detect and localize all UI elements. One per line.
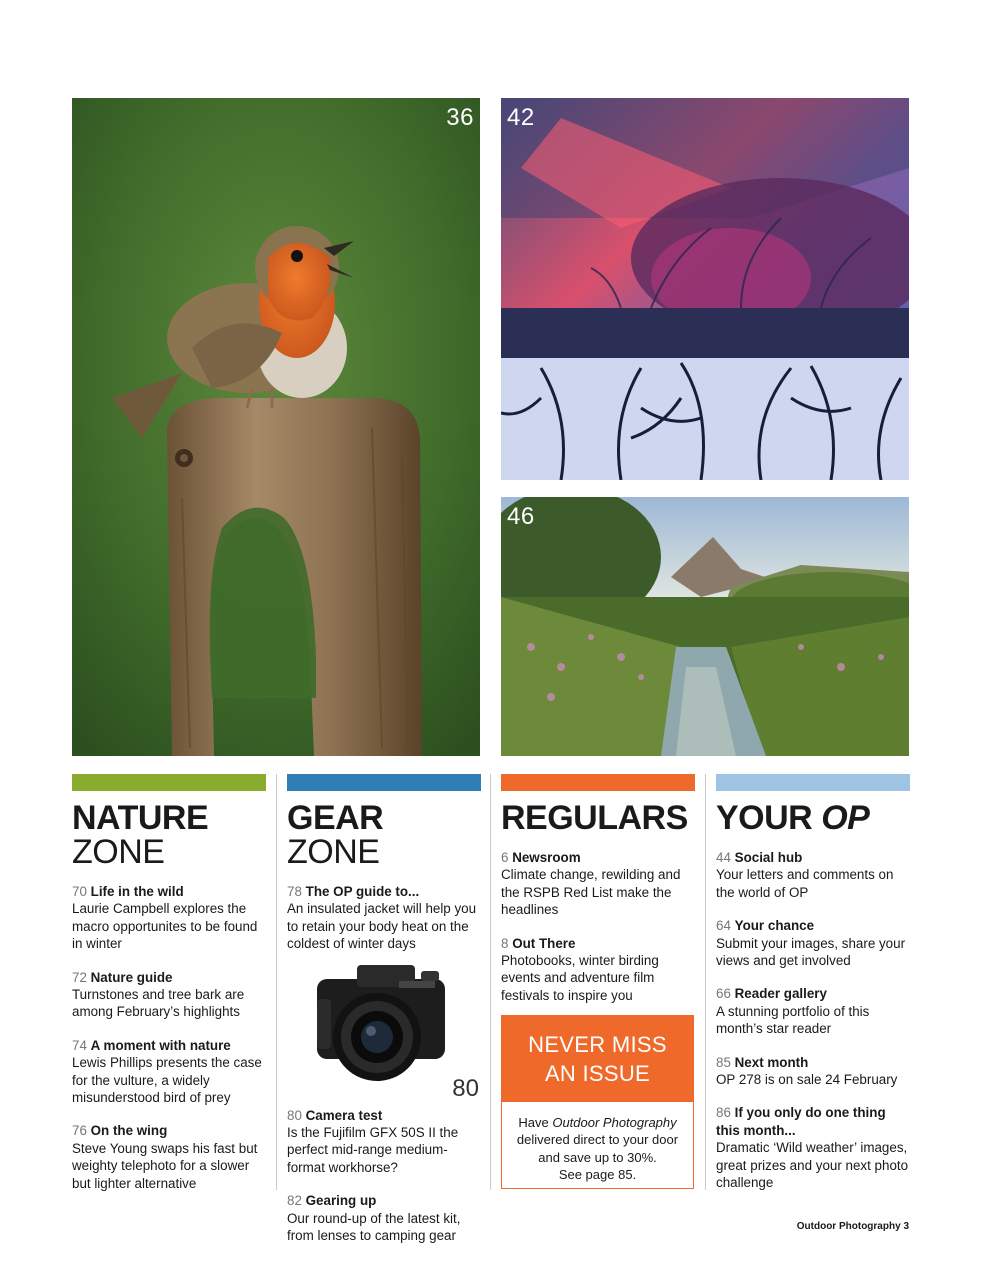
regulars-color-bar <box>501 774 695 791</box>
toc-entry[interactable]: 74 A moment with nature Lewis Phillips presents the case for the vulture, a widely misunderstood bird of prey <box>72 1037 262 1106</box>
robin-photo <box>72 98 480 756</box>
toc-entry[interactable]: 8 Out There Photobooks, winter birding events and adventure film festivals to inspire you <box>501 935 659 1003</box>
toc-entry[interactable]: 70 Life in the wild Laurie Campbell explores the macro opportunites to be found in winter <box>72 884 258 952</box>
column-divider <box>276 774 277 1190</box>
gear-zone-heading: GEAR ZONE <box>287 799 384 871</box>
trees-photo <box>501 98 909 480</box>
river-page-number: 46 <box>507 503 535 530</box>
nature-color-bar <box>72 774 266 791</box>
promo-heading: NEVER MISS AN ISSUE <box>502 1016 693 1102</box>
magazine-name: Outdoor Photography <box>796 1221 901 1232</box>
river-photo <box>501 497 909 756</box>
camera-page-number: 80 <box>452 1074 479 1102</box>
camera-image <box>287 959 481 1102</box>
toc-entry[interactable]: 72 Nature guide Turnstones and tree bark are among February’s highlights <box>72 969 245 1020</box>
toc-entry[interactable]: 44 Social hub Your letters and comments on the world of OP <box>716 850 894 900</box>
trees-page-number: 42 <box>507 104 535 131</box>
your-op-color-bar <box>716 774 910 791</box>
toc-entry[interactable]: 6 Newsroom Climate change, rewilding and the RSPB Red List make the headlines <box>501 850 681 918</box>
promo-body: Have Outdoor Photography delivered direct to your door and save up to 30%. See page 85. <box>516 1115 679 1183</box>
toc-entry[interactable]: 76 On the wing Steve Young swaps his fast but weighty telephoto for a slower but lighter alternative <box>72 1123 258 1191</box>
robin-page-number: 36 <box>446 104 474 131</box>
toc-entry[interactable]: 78 The OP guide to... An insulated jacket will help you to retain your body heat on the coldest of winter days <box>287 884 477 952</box>
column-divider <box>705 774 706 1190</box>
toc-entry[interactable]: 80 Camera test Is the Fujifilm GFX 50S II the perfect mid-range medium-format workhorse? <box>287 1107 459 1175</box>
regulars-heading: REGULARS <box>501 799 688 837</box>
subscription-promo[interactable] <box>501 1015 694 1189</box>
gear-color-bar <box>287 774 481 791</box>
toc-entry[interactable]: 86 If you only do one thing this month... Dramatic ‘Wild weather’ images, great prizes and your next photo challenge <box>716 1105 909 1191</box>
toc-entry[interactable]: 85 Next month OP 278 is on sale 24 February <box>716 1054 898 1088</box>
gear-zone-column <box>287 774 481 1244</box>
nature-zone-heading: NATURE ZONE <box>72 799 209 871</box>
toc-entry[interactable]: 82 Gearing up Our round-up of the latest kit, from lenses to camping gear <box>287 1193 461 1244</box>
page-footer <box>797 1221 909 1232</box>
column-divider <box>490 774 491 1190</box>
regulars-column <box>501 774 695 1004</box>
toc-entry[interactable]: 64 Your chance Submit your images, share your views and get involved <box>716 918 906 969</box>
your-op-column <box>716 774 910 1192</box>
toc-entry[interactable]: 66 Reader gallery A stunning portfolio of this month’s star reader <box>716 986 870 1037</box>
nature-zone-column <box>72 774 266 1192</box>
your-op-heading: YOUR OP <box>716 799 870 837</box>
page-number: 3 <box>903 1221 909 1232</box>
